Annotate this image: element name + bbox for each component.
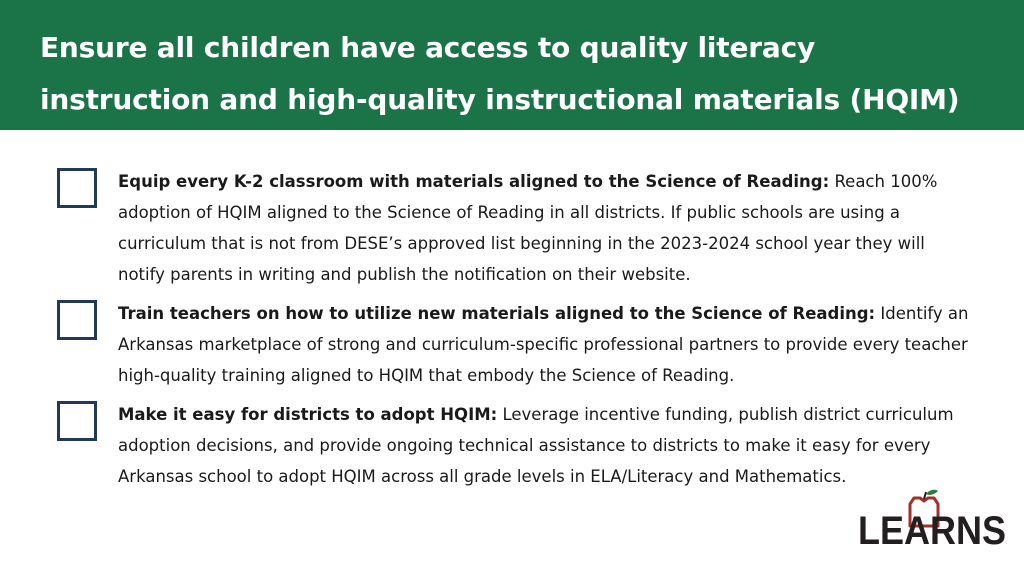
- checklist: [56, 166, 976, 500]
- title-banner: [0, 0, 1024, 130]
- logo-wordmark: LEARNS: [858, 509, 1006, 550]
- item-body: Identify an Arkansas marketplace of strong and curriculum-specific professional partners to provide every teacher high-quality training aligned to HQIM that embody the Science of Reading.: [118, 304, 969, 385]
- learns-logo: [858, 488, 1008, 550]
- checklist-item: [56, 298, 976, 391]
- item-heading: Make it easy for districts to adopt HQIM:: [118, 405, 498, 424]
- checkbox[interactable]: [57, 168, 97, 208]
- checkbox[interactable]: [57, 401, 97, 441]
- item-heading: Equip every K-2 classroom with materials aligned to the Science of Reading:: [118, 172, 830, 191]
- checklist-item: [56, 399, 976, 492]
- page-title: Ensure all children have access to quality literacy instruction and high-quality instructional materials (HQIM): [40, 31, 960, 116]
- checklist-item: [56, 166, 976, 290]
- item-text: [118, 399, 976, 492]
- item-heading: Train teachers on how to utilize new materials aligned to the Science of Reading:: [118, 304, 876, 323]
- item-body: Leverage incentive funding, publish district curriculum adoption decisions, and provide ongoing technical assistance to districts to make it easy for every Arkansas school to adopt HQIM across all grade levels in ELA/Literacy and Mathematics.: [118, 405, 954, 486]
- item-body: Reach 100% adoption of HQIM aligned to the Science of Reading in all districts. If public schools are using a curriculum that is not from DESE’s approved list beginning in the 2023-2024 school year they will notify parents in writing and publish the notification on their website.: [118, 172, 938, 284]
- item-text: [118, 166, 976, 290]
- checkbox[interactable]: [57, 300, 97, 340]
- item-text: [118, 298, 976, 391]
